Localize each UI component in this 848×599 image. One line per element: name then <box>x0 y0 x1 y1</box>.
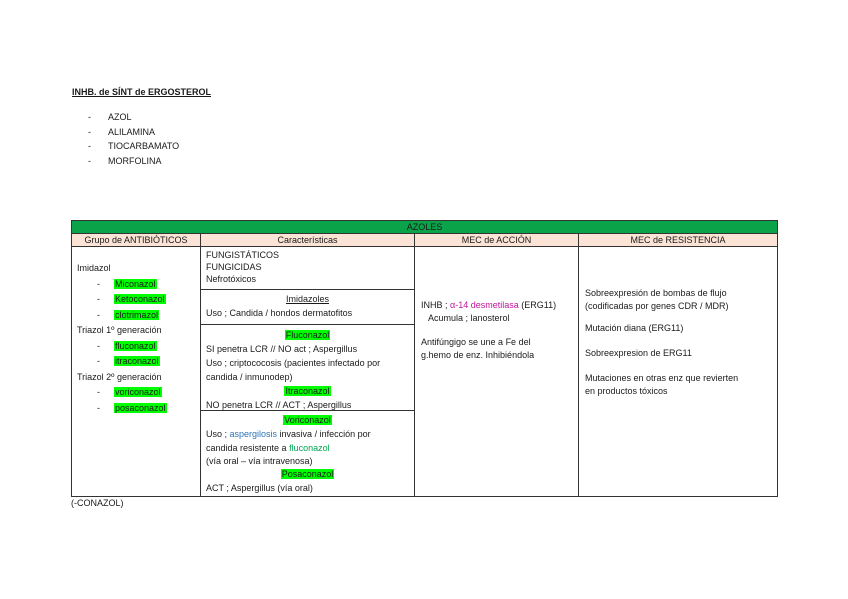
text-line: FUNGICIDAS <box>206 262 262 272</box>
group-imidazol: Imidazol <box>77 263 111 273</box>
list-item: - Miconazol <box>97 278 156 289</box>
subsection-title: Fluconazol <box>285 330 330 340</box>
table-title: AZOLES <box>72 221 778 234</box>
list-item: - ALILAMINA <box>88 126 156 137</box>
table-header-row <box>72 234 778 247</box>
text-line: Uso ; criptococosis (pacientes infectado por <box>206 358 381 368</box>
text-line: candida / inmunodep) <box>206 372 293 382</box>
grupo-cell <box>72 247 201 497</box>
list-item: - fluconazol <box>97 340 156 351</box>
text-line: Nefrotóxicos <box>206 274 257 284</box>
header-mec-accion: MEC de ACCIÓN <box>415 234 579 247</box>
mec-accion-cell <box>415 247 579 497</box>
list-item: - voriconazol <box>97 387 161 397</box>
table-row <box>72 247 778 497</box>
header-grupo: Grupo de ANTIBIÓTICOS <box>72 234 201 247</box>
triazol2-box <box>201 411 414 496</box>
group-triazol-2: Triazol 2º generación <box>77 371 162 382</box>
header-mec-resistencia: MEC de RESISTENCIA <box>579 234 778 247</box>
text-paragraph: Sobreexpresión de bombas de flujo (codificadas por genes CDR / MDR) <box>585 288 729 311</box>
list-item: - itraconazol <box>97 356 159 366</box>
text-line: SI penetra LCR // NO act ; Aspergillus <box>206 344 358 354</box>
triazol1-box <box>201 325 414 411</box>
page-heading: INHB. de SÍNT de ERGOSTEROL <box>72 87 212 97</box>
text-line: INHB ; α-14 desmetilasa (ERG11) <box>421 300 557 310</box>
caracteristicas-cell <box>201 247 415 497</box>
general-box <box>201 247 414 290</box>
subsection-title: Posaconazol <box>281 469 334 479</box>
text-line: g.hemo de enz. Inhibiéndola <box>421 349 535 360</box>
group-triazol-1: Triazol 1º generación <box>77 325 162 335</box>
text-line: FUNGISTÁTICOS <box>206 250 280 260</box>
list-item: - AZOL <box>88 112 132 122</box>
mec-resistencia-cell <box>579 247 778 497</box>
footer-note: (-CONAZOL) <box>71 498 124 508</box>
list-item: - clotrimazol <box>97 309 159 320</box>
subsection-title: Voriconazol <box>284 415 331 425</box>
text-line: Antifúngigo se une a Fe del <box>421 337 531 347</box>
text-line: Uso ; Candida / hondos dermatofitos <box>206 308 353 318</box>
text-line: NO penetra LCR // ACT ; Aspergillus <box>206 400 352 410</box>
text-paragraph: Mutación diana (ERG11) <box>585 323 684 333</box>
text-line: (vía oral – vía intravenosa) <box>206 456 313 466</box>
bullet-list <box>88 110 179 168</box>
list-item: - MORFOLINA <box>88 155 162 166</box>
subsection-title: Imidazoles <box>285 294 330 304</box>
list-item: - TIOCARBAMATO <box>88 141 180 151</box>
imidazoles-box <box>201 290 414 325</box>
list-item: - posaconazol <box>97 402 166 413</box>
azoles-table <box>71 220 778 497</box>
list-item: - Ketoconazol <box>97 294 165 304</box>
text-paragraph: Sobreexpresion de ERG11 <box>585 348 692 358</box>
header-caracteristicas: Características <box>201 234 415 247</box>
text-line: Uso ; aspergilosis invasiva / infección por <box>206 429 371 439</box>
text-line: ACT ; Aspergillus (vía oral) <box>206 483 313 493</box>
text-line: candida resistente a fluconazol <box>206 443 330 453</box>
text-line: Acumula ; lanosterol <box>428 312 510 323</box>
subsection-title: Itraconazol <box>285 386 330 396</box>
text-paragraph: Mutaciones en otras enz que revierten en productos tóxicos <box>585 373 739 396</box>
table-title-row <box>72 221 778 234</box>
